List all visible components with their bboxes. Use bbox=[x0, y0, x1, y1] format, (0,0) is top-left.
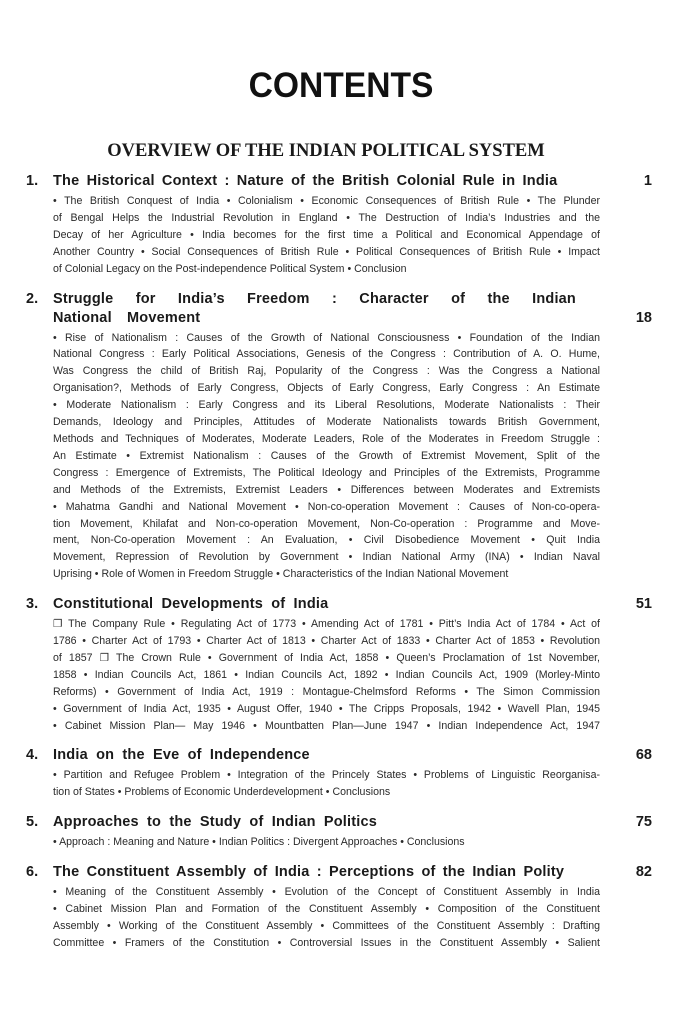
chapter-topics bbox=[53, 884, 600, 952]
topic-line: • The British Conquest of India • Colonialism • Economic Consequences of British Rule • The Plunder bbox=[53, 195, 600, 207]
chapter-topics bbox=[53, 193, 600, 278]
topic-line: ment, Non-Co-operation Movement : An Evaluation, • Civil Disobedience Movement • Quit India bbox=[53, 534, 600, 547]
chapter-title[interactable]: The Historical Context : Nature of the British Colonial Rule in India bbox=[53, 173, 558, 189]
topic-line: • Government of India Act, 1935 • August Offer, 1940 • The Cripps Proposals, 1942 • Wavell Plan, 1945 bbox=[53, 702, 600, 715]
topic-line: tion Movement, Khilafat and Non-co-operation Movement, Non-Co-operation : Programme and Move- bbox=[53, 517, 600, 530]
topic-line: Assembly • Working of the Constituent Assembly • Committees of the Constituent Assembly : Drafting bbox=[53, 920, 600, 932]
chapter-title[interactable]: India on the Eve of Independence bbox=[53, 747, 310, 764]
chapter-topics bbox=[53, 330, 600, 584]
topic-line: • Cabinet Mission Plan and Formation of the Constituent Assembly • Composition of the Constituent bbox=[53, 903, 600, 916]
topic-line: Reforms) • Government of India Act, 1919 : Montague-Chelmsford Reforms • The Simon Commission bbox=[53, 685, 600, 698]
chapter-number: 3. bbox=[26, 596, 39, 613]
topic-line: • Mahatma Gandhi and National Movement • Non-co-operation Movement : Causes of Non-co-opera- bbox=[53, 500, 600, 513]
topic-line: Organisation?, Methods of Early Congress, Objects of Early Congress, Early Congress : An Estimate bbox=[53, 382, 600, 395]
toc-entry-6 bbox=[0, 863, 682, 952]
topic-line: Methods and Techniques of Moderates, Moderate Leaders, Role of the Moderates in Freedom Struggle : bbox=[53, 432, 600, 445]
page-number[interactable]: 75 bbox=[635, 814, 652, 831]
topic-line: • Approach : Meaning and Nature • Indian Politics : Divergent Approaches • Conclusions bbox=[53, 836, 465, 849]
chapter-number: 5. bbox=[26, 814, 39, 831]
toc-entry-heading bbox=[0, 813, 682, 832]
chapter-number: 1. bbox=[26, 173, 39, 189]
topic-line: • Cabinet Mission Plan— May 1946 • Mountbatten Plan—June 1947 • Indian Independence Act, 1947 bbox=[53, 719, 600, 732]
chapter-topics bbox=[53, 616, 600, 734]
chapter-number: 2. bbox=[26, 290, 39, 307]
topic-line: • Partition and Refugee Problem • Integration of the Princely States • Problems of Linguistic Reorganisa- bbox=[53, 769, 600, 782]
topic-line: Decay of her Agriculture • India becomes for the first time a Political and Economical Appendage of bbox=[53, 228, 600, 241]
topic-line: Demands, Ideology and Principles, Attitudes of Moderate Nationalists towards British Government, bbox=[53, 416, 600, 429]
chapter-title[interactable]: Struggle for India’s Freedom : Character of the Indian National Movement bbox=[53, 290, 576, 326]
topic-line: ❐ The Company Rule • Regulating Act of 1773 • Amending Act of 1781 • Pitt’s India Act of 1784 • Act of bbox=[53, 618, 600, 631]
topic-line: • Moderate Nationalism : Early Congress and its Liberal Resolutions, Moderate Nationalists : Their bbox=[53, 399, 600, 412]
topic-line: 1858 • Indian Councils Act, 1861 • Indian Councils Act, 1892 • Indian Councils Act, 1909 (Morley-Minto bbox=[53, 668, 600, 681]
toc-entry-heading bbox=[0, 746, 682, 765]
toc-entry-heading bbox=[0, 172, 682, 191]
toc-entry-1 bbox=[0, 172, 682, 278]
toc-entry-2 bbox=[0, 290, 682, 584]
chapter-topics bbox=[53, 834, 600, 851]
topic-line: • Meaning of the Constituent Assembly • Evolution of the Concept of Constituent Assembly in India bbox=[53, 886, 600, 899]
topic-line: Committee • Framers of the Constitution • Controversial Issues in the Constituent Assembly • Salient bbox=[53, 936, 600, 949]
chapter-title[interactable]: The Constituent Assembly of India : Perceptions of the Indian Polity bbox=[53, 864, 565, 881]
topic-line: tion of States • Problems of Economic Underdevelopment • Conclusions bbox=[53, 786, 391, 799]
topic-line: An Estimate • Extremist Nationalism : Causes of the Growth of Extremist Movement, Split of the bbox=[53, 449, 600, 462]
topic-line: of 1857 ❐ The Crown Rule • Government of India Act, 1858 • Queen’s Proclamation of 1st November, bbox=[53, 651, 600, 664]
toc-entry-5 bbox=[0, 813, 682, 851]
toc-entry-heading bbox=[0, 863, 682, 882]
page-number[interactable]: 68 bbox=[635, 747, 652, 764]
table-of-contents bbox=[0, 172, 682, 961]
topic-line: of Colonial Legacy on the Post-independence Political System • Conclusion bbox=[53, 262, 407, 275]
topic-line: Congress : Emergence of Extremists, The Political Ideology and Principles of the Extremists, Programme bbox=[53, 466, 600, 479]
chapter-title[interactable]: Constitutional Developments of India bbox=[53, 596, 329, 613]
topic-line: Movement, Repression of Revolution by Government • Indian National Army (INA) • Indian Naval bbox=[53, 551, 600, 564]
chapter-number: 4. bbox=[26, 747, 39, 764]
page-number[interactable]: 18 bbox=[635, 309, 652, 326]
topic-line: Was Congress the child of British Raj, Popularity of the Congress : Was the Congress a National bbox=[53, 365, 600, 378]
topic-line: 1786 • Charter Act of 1793 • Charter Act of 1813 • Charter Act of 1833 • Charter Act of 1853 • Revolution bbox=[53, 635, 600, 648]
chapter-title[interactable]: Approaches to the Study of Indian Politics bbox=[53, 814, 378, 831]
topic-line: • Rise of Nationalism : Causes of the Growth of National Consciousness • Foundation of the Indian bbox=[53, 331, 600, 344]
toc-entry-heading bbox=[0, 290, 682, 328]
topic-line: Uprising • Role of Women in Freedom Struggle • Characteristics of the Indian National Movement bbox=[53, 568, 509, 581]
chapter-number: 6. bbox=[26, 864, 39, 881]
toc-entry-heading bbox=[0, 595, 682, 614]
topic-line: National Congress : Early Political Associations, Genesis of the Congress : Contribution of A. O. Hume, bbox=[53, 348, 600, 361]
topic-line: and Methods of the Extremists, Extremist Leaders • Differences between Moderates and Extremists bbox=[53, 483, 600, 496]
page-number[interactable]: 51 bbox=[635, 596, 652, 613]
toc-entry-3 bbox=[0, 595, 682, 734]
toc-entry-4 bbox=[0, 746, 682, 801]
section-title: OVERVIEW OF THE INDIAN POLITICAL SYSTEM bbox=[107, 141, 545, 161]
page-title: CONTENTS bbox=[248, 66, 434, 105]
chapter-topics bbox=[53, 767, 600, 801]
page-number[interactable]: 1 bbox=[643, 173, 652, 189]
page-number[interactable]: 82 bbox=[635, 864, 652, 881]
topic-line: of Bengal Helps the Industrial Revolution in England • The Destruction of India’s Industries and the bbox=[53, 211, 600, 224]
topic-line: Another Country • Social Consequences of British Rule • Political Consequences of British Rule • Impact bbox=[53, 245, 600, 258]
